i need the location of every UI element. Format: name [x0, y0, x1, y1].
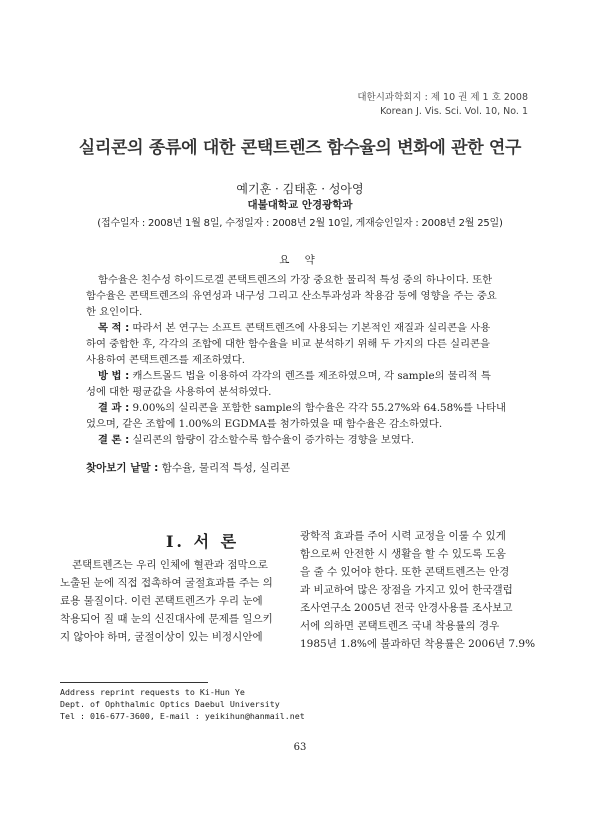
intro-left-line: 료용 물질이다. 이런 콘택트렌즈가 우리 눈에 [60, 595, 263, 607]
purpose-label: 목 적 : [98, 322, 130, 334]
journal-header [357, 91, 528, 119]
abstract-method-line: 성에 대한 평균값을 사용하여 분석하였다. [86, 386, 272, 398]
affiliation: 대불대학교 안경광학과 [247, 199, 353, 211]
page-number: 63 [293, 742, 307, 753]
keywords-value: 함수율, 물리적 특성, 실리콘 [161, 462, 290, 474]
abstract-result-line [86, 400, 528, 416]
abstract-intro-line: 한 요인이다. [86, 306, 143, 318]
intro-right-line: 광학적 효과를 주어 시력 교정을 이룰 수 있게 [300, 530, 506, 542]
abstract-result-line: 었으며, 같은 조합에 1.00%의 EGDMA를 첨가하였을 때 함수율은 감소하였다. [86, 418, 443, 430]
authors: 예기훈 · 김태훈 · 성아영 [236, 182, 364, 196]
submission-dates: (접수일자 : 2008년 1월 8일, 수정일자 : 2008년 2월 10일, 게재승인일자 : 2008년 2월 25일) [97, 218, 503, 229]
result-label: 결 과 : [98, 402, 130, 414]
intro-left-line: 착용되어 질 때 눈의 신진대사에 문제를 일으키 [60, 613, 273, 625]
conclusion-text: 실리콘의 함량이 감소할수록 함수율이 증가하는 경향을 보였다. [132, 434, 414, 446]
abstract-intro-line: 함수율은 콘택트렌즈의 유연성과 내구성 그리고 산소투과성과 착용감 등에 영향을 주는 중요 [86, 290, 497, 302]
abstract-heading: 요 약 [279, 254, 321, 266]
keywords [86, 460, 290, 475]
abstract-purpose-line [86, 320, 528, 336]
abstract-intro-line: 함수율은 친수성 하이드로겔 콘택트렌즈의 가장 중요한 물리적 특성 중의 하나이다. 또한 [98, 274, 493, 286]
method-text: 캐스트몰드 법을 이용하여 각각의 렌즈를 제조하였으며, 각 sample의 물리적 특 [132, 370, 491, 382]
intro-right-line: 1985년 1.8%에 불과하던 착용률은 2006년 7.9% [300, 638, 536, 650]
intro-right-line: 을 줄 수 있어야 한다. 또한 콘택트렌즈는 안경 [300, 566, 510, 578]
intro-right-line: 서에 의하면 콘택트렌즈 국내 착용률의 경우 [300, 620, 500, 632]
abstract-purpose-line: 사용하여 콘택트렌즈를 제조하였다. [86, 354, 246, 366]
conclusion-label: 결 론 : [98, 434, 130, 446]
paper-title: 실리콘의 종류에 대한 콘택트렌즈 함수율의 변화에 관한 연구 [78, 138, 522, 158]
intro-right-line: 함으로써 안전한 시 생활을 할 수 있도록 도움 [300, 548, 506, 560]
intro-right-line: 조사연구소 2005년 전국 안경사용를 조사보고 [300, 602, 513, 614]
intro-right-line: 과 비교하여 많은 장점을 가지고 있어 한국갤럽 [300, 584, 513, 596]
footnote-line: Tel : 016-677-3600, E-mail : yeikihun@hanmail.net [60, 711, 305, 721]
footnote-line: Dept. of Ophthalmic Optics Daebul University [60, 699, 280, 709]
result-text: 9.00%의 실리콘을 포함한 sample의 함수율은 각각 55.27%와 64.58%를 나타내 [132, 402, 506, 414]
intro-left-line: 콘택트렌즈는 우리 인체에 혈관과 점막으로 [72, 559, 268, 571]
journal-citation-english: Korean J. Vis. Sci. Vol. 10, No. 1 [380, 106, 528, 117]
intro-left-line: 지 않아야 하며, 굴절이상이 있는 비정시안에 [60, 631, 263, 643]
method-label: 방 법 : [98, 370, 130, 382]
footnote-line: Address reprint requests to Ki-Hun Ye [60, 687, 245, 697]
abstract-conclusion-line [86, 432, 528, 448]
journal-citation-korean: 대한시과학회지 : 제 10 권 제 1 호 2008 [357, 92, 528, 103]
abstract-method-line [86, 368, 528, 384]
section-title: Ⅰ. 서 론 [165, 532, 240, 551]
purpose-text: 따라서 본 연구는 소프트 콘택트렌즈에 사용되는 기본적인 재질과 실리콘을 사용 [132, 322, 491, 334]
abstract-purpose-line: 하여 중합한 후, 각각의 조합에 대한 함수율을 비교 분석하기 위해 두 가지의 다른 실리콘을 [86, 338, 490, 350]
footnote-divider [60, 682, 208, 683]
keywords-label: 찾아보기 낱말 : [86, 462, 159, 474]
intro-left-line: 노출된 눈에 직접 접촉하여 굴절효과를 주는 의 [60, 577, 273, 589]
